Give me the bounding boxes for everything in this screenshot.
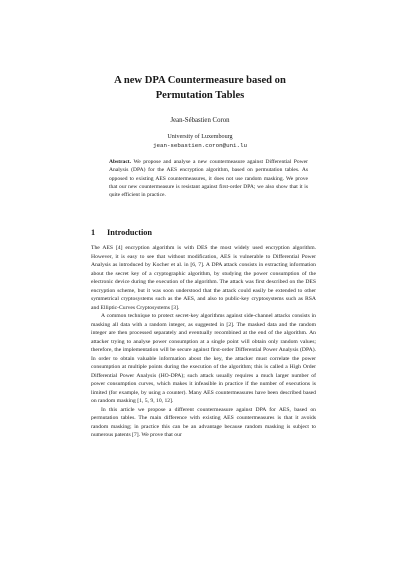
affiliation: University of Luxembourg	[167, 134, 233, 140]
section-heading	[91, 227, 321, 238]
author-email: jean-sebastien.coron@uni.lu	[153, 141, 247, 149]
title-line-2: Permutation Tables	[155, 89, 245, 101]
abstract-text: We propose and analyse a new countermeasure against Differential Power Analysis (DPA) for the AES encryption algorithm, based on permutation tables. As opposed to existing AES countermeasures, it does not use random masking. We prove that our new countermeasure is resistant against first-order DPA; we also show that it is quite efficient in practice.	[109, 159, 308, 199]
paragraph: In this article we propose a different countermeasure against DPA for AES, based on permutation tables. The main difference with existing AES countermeasures is that it avoids random masking; in practice this can be an advantage because random masking is subject to numerous patents [7]. We prove that our	[91, 406, 316, 439]
paragraph: A common technique to protect secret-key algorithms against side-channel attacks consists in masking all data with a random integer, as suggested in [2]. The masked data and the random integer are then processed separately and eventually recombined at the end of the algorithm. An attacker trying to analyse power consumption at a single point will obtain only random values; therefore, the implementation will be secure against first-order Differential Power Analysis (DPA). In order to obtain valuable information about the key, the attacker must correlate the power consumption at multiple points during the execution of the algorithm; this is called a High Order Differential Power Analysis (HO-DPA); such attack usually requires a much larger number of power consumption curves, which makes it infeasible in practice if the number of executions is limited (for example, by using a counter). Many AES countermeasures have been described based on random masking [1, 5, 9, 10, 12].	[91, 313, 316, 405]
author-name: Jean-Sébastien Coron	[170, 117, 230, 124]
abstract	[109, 158, 308, 199]
author-affiliation-block	[60, 133, 340, 150]
section-title: Introduction	[107, 228, 153, 237]
paragraph: The AES [4] encryption algorithm is with DES the most widely used encryption algorithm. However, it is easy to see that without modification, AES is vulnerable to Differential Power Analysis as introduced by Kocher et al. in [6, 7]. A DPA attack consists in extracting information about the secret key of a cryptographic algorithm, by studying the power consumption of the electronic device during the execution of the algorithm. The attack was first described on the DES encryption scheme, but it was soon understood that the attack could easily be extended to other symmetrical cryptosystems such as the AES, and also to public-key cryptosystems such as RSA and Elliptic-Curves Cryptosystems [3].	[91, 245, 316, 311]
abstract-label: Abstract.	[109, 159, 132, 165]
section-number: 1	[91, 228, 96, 237]
paper-title	[60, 74, 340, 103]
section-body	[91, 244, 316, 440]
title-line-1: A new DPA Countermeasure based on	[114, 75, 286, 86]
